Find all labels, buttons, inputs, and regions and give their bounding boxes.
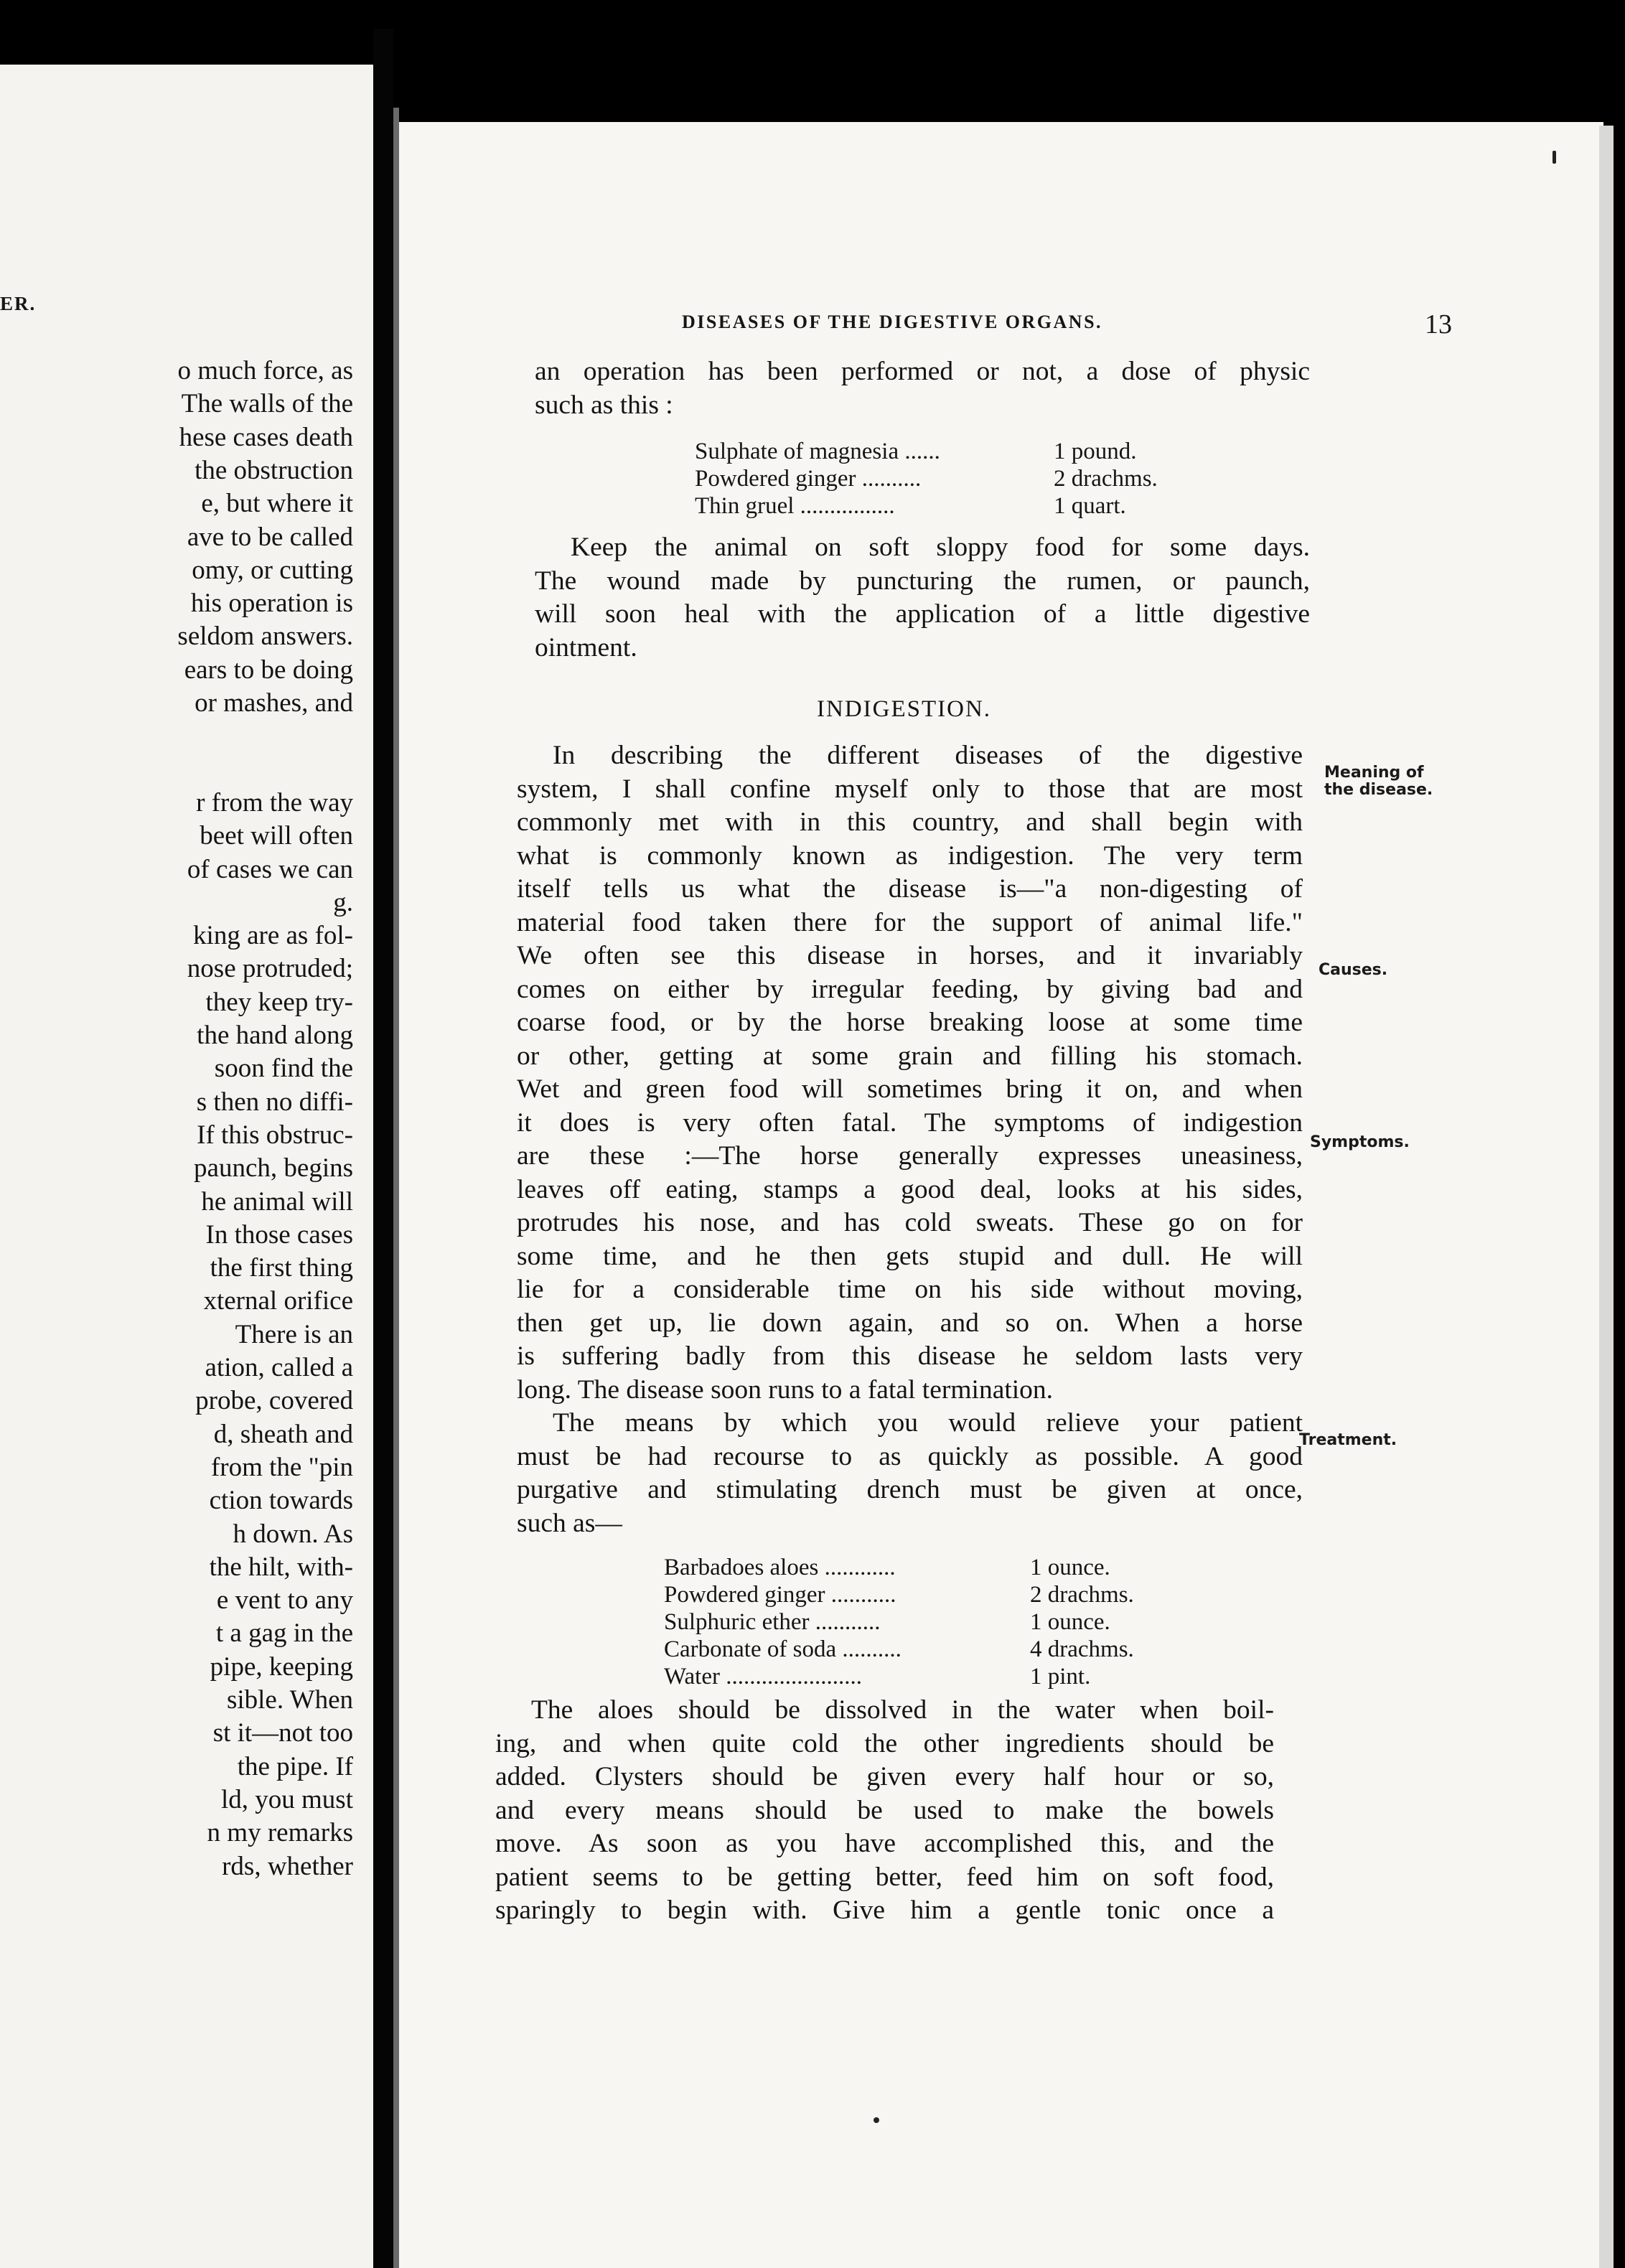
left-page-line: the hand along [197, 1021, 353, 1050]
text-line: purgative and stimulating drench must be given at once, [517, 1475, 1303, 1504]
sidenote-symptoms: Symptoms. [1310, 1133, 1410, 1151]
recipe-ingredient: Sulphuric ether ........... [664, 1609, 881, 1635]
section-heading: INDIGESTION. [817, 696, 992, 722]
left-page-line: ears to be doing [184, 655, 353, 685]
text-line: material food taken there for the support of animal life." [517, 907, 1303, 937]
text-line: such as— [517, 1508, 622, 1538]
text-line: The aloes should be dissolved in the water when boil- [531, 1695, 1274, 1725]
recipe-ingredient: Powdered ginger .......... [695, 466, 922, 492]
left-page-line: they keep try- [205, 987, 353, 1017]
text-line: leaves off eating, stamps a good deal, looks at his sides, [517, 1174, 1303, 1204]
recipe-row [695, 492, 1158, 520]
text-line: We often see this disease in horses, and it invariably [517, 941, 1303, 970]
left-page-line: or mashes, and [195, 688, 353, 718]
text-line: lie for a considerable time on his side without moving, [517, 1275, 1303, 1304]
recipe-row [664, 1554, 1134, 1581]
left-page-line: sible. When [226, 1685, 353, 1715]
recipe-ingredient: Thin gruel ................ [695, 493, 895, 519]
left-page-line: g. [333, 887, 353, 917]
text-line: are these :—The horse generally expresses uneasiness, [517, 1141, 1303, 1171]
recipe-quantity: 4 drachms. [1030, 1636, 1134, 1662]
recipe-quantity: 1 ounce. [1030, 1555, 1110, 1580]
left-page-line: the pipe. If [237, 1751, 353, 1781]
left-page-line: ld, you must [221, 1784, 353, 1814]
text-line: long. The disease soon runs to a fatal termination. [517, 1374, 1054, 1405]
left-page-line: his operation is [190, 589, 353, 619]
left-page-running-head: ER. [0, 293, 37, 314]
left-page-line: king are as fol- [193, 921, 353, 951]
left-page-line: d, sheath and [213, 1419, 353, 1449]
recipe-ingredient: Water ....................... [664, 1664, 862, 1690]
recipe-quantity: 1 ounce. [1030, 1609, 1110, 1635]
text-line: Keep the animal on soft sloppy food for some days. [571, 533, 1310, 562]
left-page-line: omy, or cutting [192, 555, 353, 585]
page-number: 13 [1425, 309, 1452, 339]
text-line: move. As soon as you have accomplished this, and the [495, 1829, 1274, 1858]
left-page-line: h down. As [233, 1519, 353, 1549]
recipe-quantity: 1 pound. [1054, 439, 1137, 464]
left-page-line: the hilt, with- [209, 1552, 353, 1582]
text-line: coarse food, or by the horse breaking loose at some time [517, 1008, 1303, 1037]
left-page-line: If this obstruc- [197, 1120, 353, 1150]
recipe-row [664, 1581, 1134, 1608]
text-line: then get up, lie down again, and so on. When a horse [517, 1308, 1303, 1338]
text-line: ing, and when quite cold the other ingredients should be [495, 1728, 1274, 1758]
page-edge [1599, 126, 1614, 2268]
text-line: some time, and he then gets stupid and dull. He will [517, 1241, 1303, 1271]
text-line: ointment. [535, 632, 637, 662]
left-page-line: e vent to any [216, 1585, 353, 1616]
left-page-line: pipe, keeping [210, 1651, 353, 1682]
left-page-line: soon find the [214, 1054, 353, 1084]
left-page-line: ation, called a [205, 1353, 353, 1382]
text-line: or other, getting at some grain and filling his stomach. [517, 1041, 1303, 1071]
left-page-line: paunch, begins [194, 1153, 353, 1184]
recipe-ingredient: Sulphate of magnesia ...... [695, 439, 940, 464]
text-line: it does is very often fatal. The symptoms of indigestion [517, 1107, 1303, 1138]
left-page-line: e, but where it [201, 489, 353, 519]
left-page-line: beet will often [200, 821, 353, 851]
scan-speck [874, 2117, 879, 2123]
left-page-line: st it—not too [212, 1718, 353, 1748]
text-line: added. Clysters should be given every half hour or so, [495, 1762, 1274, 1791]
text-line: and every means should be used to make the bowels [495, 1795, 1274, 1825]
left-page-line: seldom answers. [177, 622, 353, 652]
paragraph-indigestion [517, 739, 1303, 1540]
left-page-line: ction towards [209, 1486, 353, 1516]
text-line: what is commonly known as indigestion. The very term [517, 840, 1303, 871]
recipe-ingredient: Carbonate of soda .......... [664, 1636, 902, 1662]
recipe-quantity: 2 drachms. [1054, 466, 1158, 492]
left-page-line: rds, whether [222, 1851, 353, 1881]
left-page-line: s then no diffi- [196, 1087, 353, 1117]
text-line: In describing the different diseases of the digestive [553, 741, 1303, 770]
recipe-ingredient: Powdered ginger ........... [664, 1582, 896, 1608]
left-page-line: of cases we can [187, 854, 353, 884]
recipe-ingredient: Barbadoes aloes ............ [664, 1555, 896, 1580]
recipe-row [695, 438, 1158, 465]
left-page-line: o much force, as [177, 356, 353, 385]
recipe-drench [664, 1554, 1134, 1690]
text-line: commonly met with in this country, and shall begin with [517, 807, 1303, 837]
left-page-line: ave to be called [187, 522, 353, 552]
text-line: must be had recourse to as quickly as possible. A good [517, 1441, 1303, 1471]
left-page-line: t a gag in the [215, 1618, 353, 1649]
paragraph-soft-food [535, 531, 1310, 665]
left-page-line: probe, covered [195, 1386, 353, 1416]
left-page-line: the first thing [210, 1253, 353, 1283]
left-page-line: xternal orifice [203, 1286, 353, 1316]
recipe-row [664, 1663, 1134, 1690]
sidenote-meaning [1324, 764, 1433, 799]
recipe-physic [695, 438, 1158, 520]
text-line: system, I shall confine myself only to those that are most [517, 774, 1303, 804]
paragraph-aloes [495, 1694, 1274, 1928]
running-head: DISEASES OF THE DIGESTIVE ORGANS. [682, 311, 1103, 332]
text-line: is suffering badly from this disease he seldom lasts very [517, 1341, 1303, 1371]
book-gutter [373, 29, 393, 2268]
text-line: comes on either by irregular feeding, by giving bad and [517, 974, 1303, 1004]
recipe-quantity: 2 drachms. [1030, 1582, 1134, 1608]
sidenote-line: the disease. [1324, 781, 1433, 799]
recipe-row [664, 1608, 1134, 1636]
left-page-line: There is an [235, 1319, 353, 1349]
left-page-line: nose protruded; [187, 954, 353, 984]
text-line: itself tells us what the disease is—"a non-digesting of [517, 874, 1303, 904]
gutter-shadow [393, 108, 399, 2268]
text-line: such as this : [535, 390, 673, 420]
text-line: protrudes his nose, and has cold sweats. These go on for [517, 1208, 1303, 1237]
recipe-row [695, 465, 1158, 492]
left-page-line: from the "pin [210, 1452, 353, 1482]
text-line: Wet and green food will sometimes bring it on, and when [517, 1074, 1303, 1104]
left-page-line: hese cases death [179, 422, 353, 452]
sidenote-line: Meaning of [1324, 764, 1424, 782]
sidenote-treatment: Treatment. [1299, 1431, 1397, 1449]
text-line: an operation has been performed or not, a dose of physic [535, 357, 1310, 386]
text-line: will soon heal with the application of a little digestive [535, 599, 1310, 629]
left-page-line: r from the way [196, 787, 353, 817]
intro-paragraph [535, 355, 1310, 422]
sidenote-causes: Causes. [1319, 961, 1388, 979]
text-line: sparingly to begin with. Give him a gentle tonic once a [495, 1896, 1274, 1925]
left-page-line: The walls of the [181, 389, 353, 419]
text-line: The means by which you would relieve your patient [553, 1408, 1303, 1438]
recipe-quantity: 1 quart. [1054, 493, 1126, 519]
left-page-line: In those cases [205, 1219, 353, 1250]
scan-speck [1553, 151, 1556, 164]
recipe-row [664, 1636, 1134, 1663]
left-page-line: n my remarks [207, 1818, 353, 1848]
left-page-line: the obstruction [195, 455, 353, 485]
left-page-line: he animal will [201, 1186, 353, 1217]
text-line: The wound made by puncturing the rumen, or paunch, [535, 566, 1310, 596]
text-line: patient seems to be getting better, feed him on soft food, [495, 1862, 1274, 1892]
recipe-quantity: 1 pint. [1030, 1664, 1091, 1690]
left-page-fragment [0, 65, 373, 2268]
